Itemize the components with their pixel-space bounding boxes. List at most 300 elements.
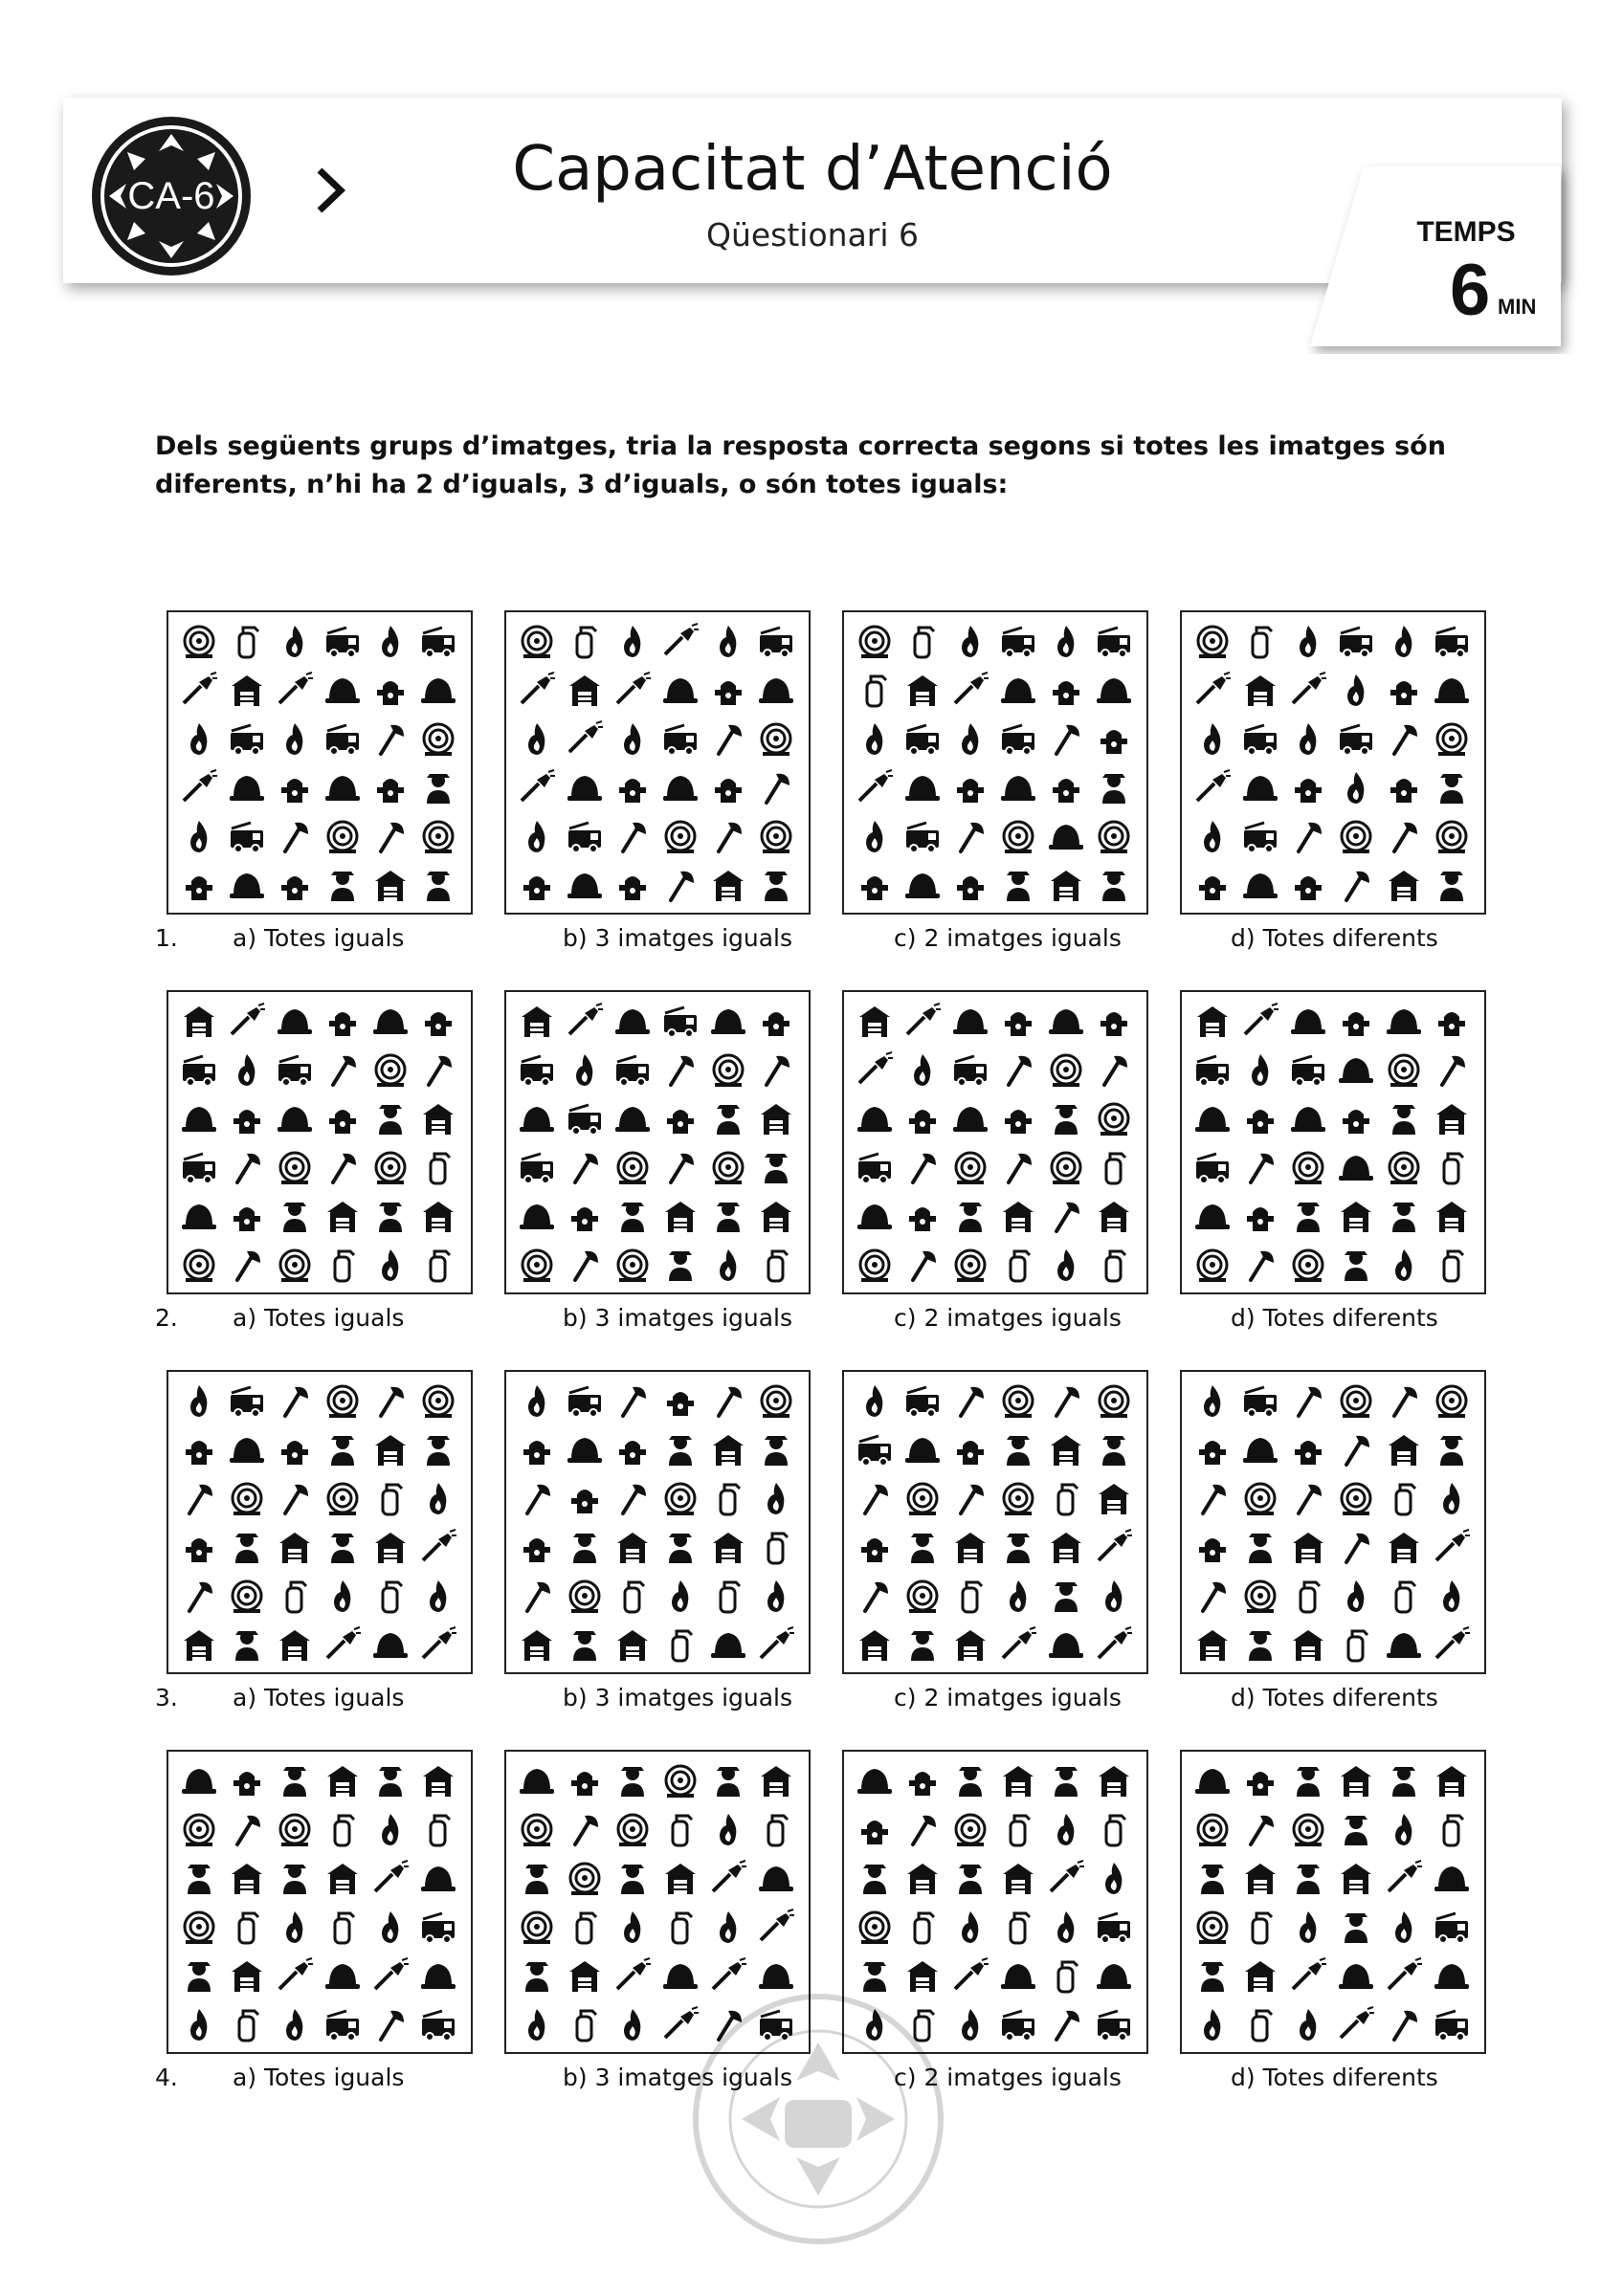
firefighter-icon	[1297, 1767, 1320, 1797]
fire-station-icon	[1341, 1766, 1371, 1797]
fire-axe-icon	[429, 1056, 452, 1085]
fire-station-icon	[1436, 1104, 1467, 1135]
fire-helmet-icon	[1243, 873, 1278, 898]
flame-icon	[866, 723, 882, 755]
fire-helmet-icon	[567, 776, 602, 801]
hose-nozzle-icon	[1197, 673, 1231, 703]
hose-nozzle-icon	[1436, 1627, 1470, 1658]
fire-hose-reel-icon	[908, 1581, 937, 1613]
question-number: 4.	[155, 2064, 178, 2091]
fire-axe-icon	[527, 1485, 550, 1513]
fire-helmet-icon	[1387, 1009, 1421, 1034]
flame-icon	[334, 1580, 350, 1612]
fire-hose-reel-icon	[1342, 1484, 1370, 1515]
fire-hose-reel-icon	[1342, 1386, 1370, 1418]
flame-icon	[1105, 1863, 1122, 1894]
fire-station-icon	[1051, 1435, 1081, 1466]
fire-extinguisher-icon	[1301, 1582, 1320, 1612]
flame-icon	[382, 1249, 398, 1281]
icon-panel-b	[504, 1370, 811, 1674]
firefighter-icon	[863, 1962, 886, 1992]
fire-hose-reel-icon	[570, 1864, 599, 1895]
fire-extinguisher-icon	[431, 1816, 450, 1845]
flame-icon	[1204, 2009, 1220, 2041]
flame-icon	[286, 1911, 302, 1943]
fire-station-icon	[1245, 675, 1276, 706]
fire-truck-icon	[1098, 1913, 1130, 1943]
flame-icon	[286, 2009, 302, 2041]
fire-extinguisher-icon	[1253, 2011, 1272, 2041]
flame-icon	[528, 2009, 545, 2041]
fire-extinguisher-icon	[335, 1816, 354, 1845]
fire-hydrant-icon	[1390, 779, 1417, 803]
hose-nozzle-icon	[617, 673, 651, 703]
fire-axe-icon	[865, 1485, 888, 1513]
flame-icon	[286, 626, 302, 657]
firefighter-icon	[379, 1767, 402, 1797]
firefighter-icon	[1102, 872, 1125, 901]
fire-extinguisher-icon	[383, 1582, 402, 1612]
fire-axe-icon	[719, 823, 742, 851]
firefighter-icon	[1440, 872, 1463, 901]
hose-nozzle-icon	[279, 673, 313, 703]
fire-station-icon	[713, 1435, 744, 1466]
flame-icon	[962, 2009, 978, 2041]
flame-icon	[286, 723, 302, 755]
fire-axe-icon	[575, 1251, 598, 1280]
fire-station-icon	[1341, 1202, 1371, 1232]
fire-extinguisher-icon	[1444, 1154, 1463, 1183]
fire-hydrant-icon	[1247, 1772, 1274, 1796]
fire-helmet-icon	[182, 1769, 216, 1794]
fire-axe-icon	[719, 725, 742, 754]
hose-nozzle-icon	[279, 1958, 313, 1989]
fire-hydrant-icon	[909, 1110, 936, 1134]
fire-helmet-icon	[953, 1009, 988, 1034]
fire-station-icon	[761, 1202, 791, 1232]
fire-hydrant-icon	[1053, 779, 1079, 803]
flame-icon	[1300, 723, 1316, 755]
fire-hydrant-icon	[281, 779, 308, 803]
flame-icon	[1395, 1814, 1412, 1845]
fire-truck-icon	[183, 1056, 215, 1086]
flame-icon	[1204, 723, 1220, 755]
fire-truck-icon	[1435, 2011, 1468, 2041]
fire-station-icon	[522, 1006, 552, 1037]
firefighter-icon	[1007, 1436, 1030, 1466]
flame-icon	[190, 821, 207, 852]
fire-hydrant-icon	[329, 1012, 356, 1036]
flame-icon	[528, 723, 545, 755]
fire-axe-icon	[285, 1387, 308, 1416]
fire-hydrant-icon	[715, 779, 742, 803]
fire-hose-reel-icon	[1100, 1104, 1128, 1136]
fire-truck-icon	[664, 725, 697, 755]
firefighter-icon	[525, 1865, 548, 1894]
fire-station-icon	[1341, 1864, 1371, 1894]
hose-nozzle-icon	[1293, 1958, 1326, 1989]
question-row	[0, 610, 1623, 974]
fire-hydrant-icon	[233, 1110, 260, 1134]
fire-hose-reel-icon	[280, 1153, 309, 1184]
fire-truck-icon	[858, 1436, 891, 1466]
fire-hydrant-icon	[763, 1012, 789, 1036]
option-d[interactable]: d) Totes diferents	[1231, 2064, 1438, 2091]
fire-hydrant-icon	[1295, 1441, 1322, 1465]
fire-helmet-icon	[421, 678, 456, 703]
fire-hose-reel-icon	[376, 1055, 405, 1087]
option-d[interactable]: d) Totes diferents	[1231, 1304, 1438, 1332]
fire-station-icon	[1197, 1006, 1228, 1037]
fire-hydrant-icon	[861, 1821, 888, 1844]
icon-panel-b	[504, 990, 811, 1294]
option-b[interactable]: b) 3 imatges iguals	[563, 1304, 793, 1332]
fire-hose-reel-icon	[522, 1250, 551, 1282]
fire-hydrant-icon	[1343, 1110, 1369, 1134]
fire-hose-reel-icon	[1004, 1484, 1033, 1515]
fire-axe-icon	[1251, 1251, 1274, 1280]
firefighter-icon	[959, 1865, 982, 1894]
option-a[interactable]: a) Totes iguals	[233, 924, 405, 952]
fire-helmet-icon	[663, 776, 698, 801]
fire-hose-reel-icon	[185, 1815, 213, 1846]
fire-axe-icon	[671, 1056, 694, 1085]
hose-nozzle-icon	[1389, 1861, 1422, 1891]
fire-station-icon	[1099, 1484, 1129, 1514]
fire-helmet-icon	[953, 1107, 988, 1132]
fire-extinguisher-icon	[577, 628, 596, 657]
firefighter-icon	[525, 1962, 548, 1992]
fire-station-icon	[279, 1533, 310, 1563]
fire-axe-icon	[623, 823, 646, 851]
flame-icon	[1395, 1249, 1412, 1281]
fire-axe-icon	[961, 1485, 984, 1513]
fire-axe-icon	[1203, 1582, 1226, 1611]
firefighter-icon	[379, 1105, 402, 1135]
icon-panel-d	[1180, 1750, 1486, 2054]
firefighter-icon	[331, 872, 354, 901]
fire-helmet-icon	[1049, 825, 1083, 850]
fire-hydrant-icon	[281, 1441, 308, 1465]
fire-hose-reel-icon	[762, 822, 790, 853]
fire-truck-icon	[521, 1154, 553, 1183]
flame-icon	[528, 1385, 545, 1417]
fire-hose-reel-icon	[666, 822, 695, 853]
fire-truck-icon	[422, 628, 455, 657]
fire-truck-icon	[906, 823, 939, 852]
option-c[interactable]: c) 2 imatges iguals	[894, 2064, 1122, 2091]
fire-station-icon	[1003, 1766, 1034, 1797]
firefighter-icon	[621, 1767, 644, 1797]
fire-station-icon	[232, 1961, 262, 1992]
fire-hydrant-icon	[186, 876, 212, 900]
fire-axe-icon	[1299, 823, 1322, 851]
flame-icon	[430, 1580, 446, 1612]
flame-icon	[1395, 626, 1412, 657]
firefighter-icon	[1102, 774, 1125, 804]
fire-hose-reel-icon	[1052, 1055, 1080, 1087]
firefighter-icon	[235, 1631, 258, 1661]
fire-station-icon	[327, 1766, 358, 1797]
firefighter-icon	[669, 1534, 692, 1563]
fire-hose-reel-icon	[860, 1912, 889, 1944]
fire-hydrant-icon	[957, 779, 984, 803]
fire-helmet-icon	[325, 678, 360, 703]
fire-hydrant-icon	[861, 1538, 888, 1562]
fire-helmet-icon	[278, 1009, 312, 1034]
fire-hydrant-icon	[523, 876, 550, 900]
firefighter-icon	[1055, 1582, 1078, 1612]
fire-helmet-icon	[1434, 1866, 1469, 1891]
fire-hydrant-icon	[425, 1012, 452, 1036]
fire-axe-icon	[1009, 1154, 1032, 1182]
fire-truck-icon	[326, 725, 359, 755]
fire-extinguisher-icon	[335, 1251, 354, 1281]
icon-panel-d	[1180, 990, 1486, 1294]
fire-helmet-icon	[1339, 1964, 1373, 1989]
fire-axe-icon	[333, 1154, 356, 1182]
flame-icon	[1057, 626, 1074, 657]
fire-axe-icon	[237, 1251, 260, 1280]
fire-hose-reel-icon	[618, 1250, 647, 1282]
hose-nozzle-icon	[423, 1627, 456, 1658]
fire-truck-icon	[1292, 1056, 1324, 1086]
fire-hose-reel-icon	[522, 627, 551, 658]
question-number: 3.	[155, 1684, 178, 1711]
fire-helmet-icon	[520, 1204, 554, 1229]
fire-extinguisher-icon	[625, 1582, 644, 1612]
fire-axe-icon	[1056, 2011, 1079, 2040]
flame-icon	[238, 1054, 255, 1086]
fire-hydrant-icon	[377, 681, 404, 705]
firefighter-icon	[765, 1154, 788, 1183]
firefighter-icon	[765, 872, 788, 901]
fire-truck-icon	[1002, 628, 1034, 657]
option-d[interactable]: d) Totes diferents	[1231, 1684, 1438, 1711]
flame-icon	[1300, 2009, 1316, 2041]
fire-hydrant-icon	[1390, 681, 1417, 705]
fire-station-icon	[375, 1533, 406, 1563]
fire-helmet-icon	[905, 776, 940, 801]
fire-extinguisher-icon	[963, 1582, 982, 1612]
fire-station-icon	[761, 1104, 791, 1135]
fire-helmet-icon	[1243, 1438, 1278, 1463]
fire-extinguisher-icon	[1253, 1913, 1272, 1943]
fire-axe-icon	[961, 823, 984, 851]
fire-extinguisher-icon	[239, 1913, 258, 1943]
fire-station-icon	[279, 1630, 310, 1661]
hose-nozzle-icon	[375, 1958, 409, 1989]
fire-station-icon	[1003, 1202, 1034, 1232]
fire-extinguisher-icon	[915, 628, 934, 657]
fire-axe-icon	[1394, 725, 1417, 754]
fire-station-icon	[522, 1630, 552, 1661]
option-c[interactable]: c) 2 imatges iguals	[894, 1304, 1122, 1332]
fire-axe-icon	[623, 1387, 646, 1416]
fire-truck-icon	[1244, 1387, 1277, 1417]
firefighter-icon	[911, 1534, 934, 1563]
fire-hydrant-icon	[909, 1772, 936, 1796]
fire-axe-icon	[189, 1485, 212, 1513]
option-a[interactable]: a) Totes iguals	[233, 1304, 405, 1332]
option-d[interactable]: d) Totes diferents	[1231, 924, 1438, 952]
fire-truck-icon	[231, 1387, 263, 1417]
flame-icon	[1105, 1580, 1122, 1612]
fire-hydrant-icon	[281, 876, 308, 900]
fire-truck-icon	[1098, 2011, 1130, 2041]
fire-hose-reel-icon	[1437, 724, 1466, 756]
fire-hydrant-icon	[1199, 1441, 1226, 1465]
fire-helmet-icon	[1195, 1107, 1230, 1132]
firefighter-icon	[1007, 1534, 1030, 1563]
fire-helmet-icon	[905, 873, 940, 898]
fire-axe-icon	[671, 872, 694, 900]
fire-hose-reel-icon	[1390, 1055, 1418, 1087]
flame-icon	[624, 626, 640, 657]
fire-hose-reel-icon	[233, 1484, 261, 1515]
instructions-text: Dels següents grups d’imatges, tria la resposta correcta segons si totes les imatges són diferents, n’hi ha 2 d’iguals, 3 d’iguals, o són totes iguals:	[155, 431, 1446, 499]
fire-hydrant-icon	[1438, 1012, 1465, 1036]
firefighter-icon	[188, 1962, 211, 1992]
fire-hydrant-icon	[619, 876, 646, 900]
fire-hydrant-icon	[1005, 1012, 1032, 1036]
fire-truck-icon	[1002, 725, 1034, 755]
firefighter-icon	[1297, 1865, 1320, 1894]
fire-station-icon	[1245, 1961, 1276, 1992]
fire-hose-reel-icon	[714, 1153, 743, 1184]
fire-hose-reel-icon	[185, 1912, 213, 1944]
flame-icon	[528, 821, 545, 852]
fire-axe-icon	[575, 1154, 598, 1182]
hose-nozzle-icon	[761, 1910, 794, 1940]
fire-helmet-icon	[857, 1107, 892, 1132]
fire-hose-reel-icon	[522, 1912, 551, 1944]
option-b[interactable]: b) 3 imatges iguals	[563, 924, 793, 952]
fire-hose-reel-icon	[860, 627, 889, 658]
fire-hose-reel-icon	[1198, 627, 1227, 658]
firefighter-icon	[1055, 1105, 1078, 1135]
fire-extinguisher-icon	[1058, 1962, 1078, 1992]
fire-helmet-icon	[1001, 678, 1035, 703]
fire-hose-reel-icon	[1100, 822, 1128, 853]
fire-truck-icon	[1098, 628, 1130, 657]
fire-station-icon	[907, 1961, 938, 1992]
fire-helmet-icon	[857, 1769, 892, 1794]
fire-helmet-icon	[373, 1009, 408, 1034]
fire-extinguisher-icon	[577, 2011, 596, 2041]
fire-hose-reel-icon	[424, 724, 453, 756]
hose-nozzle-icon	[1003, 1627, 1036, 1658]
hose-nozzle-icon	[713, 1861, 746, 1891]
option-c[interactable]: c) 2 imatges iguals	[894, 924, 1122, 952]
fire-station-icon	[1293, 1630, 1323, 1661]
fire-hose-reel-icon	[956, 1250, 985, 1282]
fire-extinguisher-icon	[867, 676, 886, 706]
flame-icon	[720, 1814, 736, 1845]
fire-hydrant-icon	[1199, 1538, 1226, 1562]
option-a[interactable]: a) Totes iguals	[233, 1684, 405, 1711]
fire-truck-icon	[1196, 1154, 1229, 1183]
hose-nozzle-icon	[522, 770, 555, 801]
firefighter-icon	[1440, 774, 1463, 804]
fire-extinguisher-icon	[239, 2011, 258, 2041]
flame-icon	[866, 821, 882, 852]
fire-hydrant-icon	[715, 681, 742, 705]
time-unit: MIN	[1498, 295, 1537, 319]
flame-icon	[767, 1580, 784, 1612]
fire-helmet-icon	[520, 1769, 554, 1794]
fire-truck-icon	[1002, 2011, 1034, 2041]
fire-station-icon	[1051, 871, 1081, 901]
fire-extinguisher-icon	[335, 1913, 354, 1943]
firefighter-icon	[427, 774, 450, 804]
fire-helmet-icon	[759, 1964, 793, 1989]
fire-hydrant-icon	[861, 876, 888, 900]
fire-station-icon	[1197, 1630, 1228, 1661]
firefighter-icon	[1297, 1203, 1320, 1232]
fire-hose-reel-icon	[666, 1766, 695, 1798]
fire-station-icon	[955, 1630, 986, 1661]
flame-icon	[1395, 1911, 1412, 1943]
icon-panel-a	[167, 1750, 473, 2054]
fire-helmet-icon	[325, 776, 360, 801]
option-b[interactable]: b) 3 imatges iguals	[563, 1684, 793, 1711]
fire-axe-icon	[913, 1816, 936, 1844]
fire-axe-icon	[381, 1387, 404, 1416]
fire-truck-icon	[954, 1056, 987, 1086]
fire-truck-icon	[906, 725, 939, 755]
fire-hydrant-icon	[957, 1441, 984, 1465]
hose-nozzle-icon	[184, 673, 217, 703]
fire-extinguisher-icon	[721, 1582, 740, 1612]
flame-icon	[1443, 1483, 1459, 1514]
fire-axe-icon	[1203, 1485, 1226, 1513]
fire-hose-reel-icon	[956, 1153, 985, 1184]
fire-station-icon	[1051, 1533, 1081, 1563]
logo-text: CA-6	[127, 174, 215, 217]
fire-extinguisher-icon	[1396, 1582, 1415, 1612]
fire-hose-reel-icon	[666, 1484, 695, 1515]
fire-extinguisher-icon	[768, 1534, 788, 1563]
fire-hydrant-icon	[571, 1207, 598, 1231]
flame-icon	[962, 626, 978, 657]
firefighter-icon	[573, 1631, 596, 1661]
option-a[interactable]: a) Totes iguals	[233, 2064, 405, 2091]
firefighter-icon	[717, 1105, 740, 1135]
option-b[interactable]: b) 3 imatges iguals	[563, 2064, 793, 2091]
fire-hydrant-icon	[957, 876, 984, 900]
firefighter-icon	[1249, 1631, 1272, 1661]
fire-extinguisher-icon	[1106, 1816, 1125, 1845]
fire-truck-icon	[422, 2011, 455, 2041]
option-c[interactable]: c) 2 imatges iguals	[894, 1684, 1122, 1711]
fire-station-icon	[617, 1630, 648, 1661]
fire-station-icon	[569, 1961, 600, 1992]
fire-hose-reel-icon	[1390, 1153, 1418, 1184]
hose-nozzle-icon	[1197, 770, 1231, 801]
hose-nozzle-icon	[184, 770, 217, 801]
firefighter-icon	[1055, 1767, 1078, 1797]
hose-nozzle-icon	[327, 1627, 361, 1658]
icon-panel-c	[842, 610, 1148, 915]
fire-station-icon	[665, 1864, 696, 1894]
firefighter-icon	[1392, 1105, 1415, 1135]
fire-truck-icon	[858, 1154, 891, 1183]
fire-helmet-icon	[1097, 1964, 1131, 1989]
hose-nozzle-icon	[859, 770, 893, 801]
fire-hose-reel-icon	[714, 1055, 743, 1087]
fire-helmet-icon	[230, 873, 264, 898]
